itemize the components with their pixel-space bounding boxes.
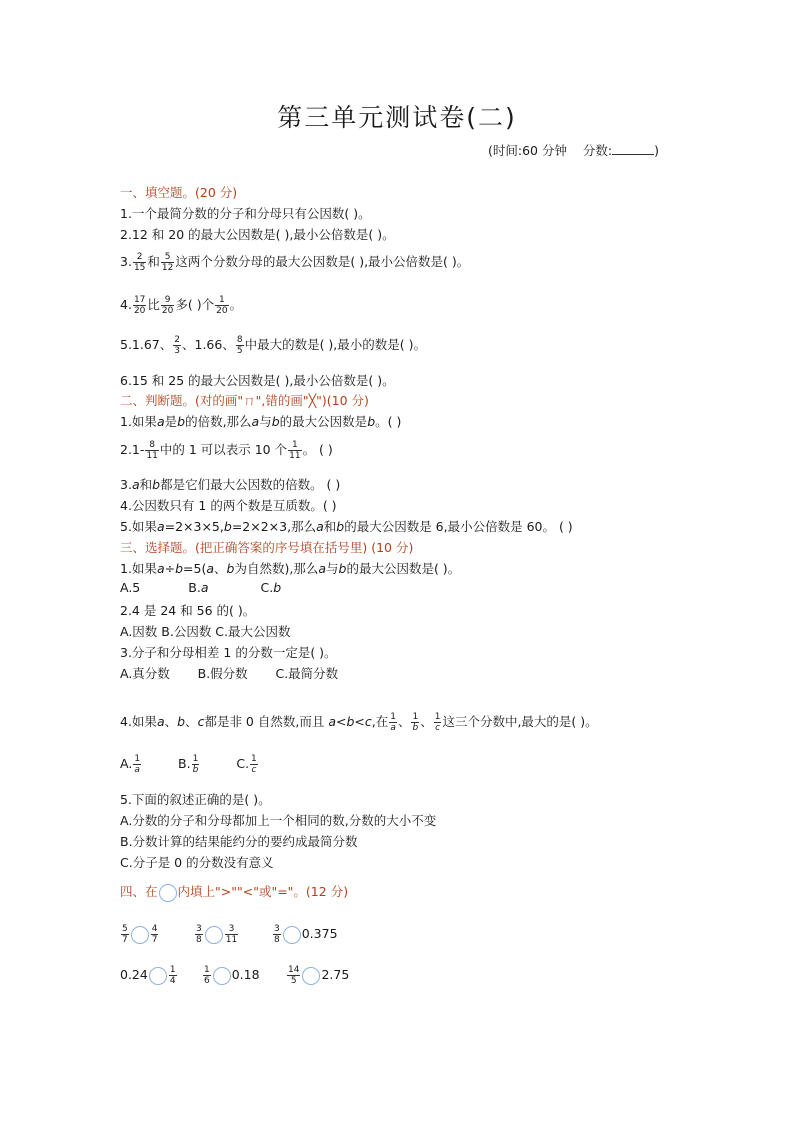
question-1-4: 4. $\frac{17}{20}$ 比 $\frac{9}{20}$ 多( )个 $\frac{1}{20}$ 。 — [120, 295, 243, 316]
section-3-heading: 三、选择题。(把正确答案的序号填在括号里) (10 分) — [120, 540, 414, 555]
question-1-5: 5.1.67、 $\frac{2}{3}$ 、1.66、 $\frac{8}{5}$ 中最大的数是( ),最小的数是( )。 — [120, 335, 427, 356]
question-3-4: 4.如果a、b、c都是非 0 自然数,而且 a<b<c,在 $\frac{1}{a}$ 、 $\frac{1}{b}$ 、 $\frac{1}{c}$ 这三个分数中,最大的是( )。 — [120, 712, 598, 733]
fraction: $\frac{1}{b}$ — [412, 712, 419, 733]
fraction: $\frac{8}{11}$ — [146, 440, 158, 461]
question-3-2-options: A.因数 B.公因数 C.最大公因数 — [120, 624, 291, 639]
page-title: 第三单元测试卷(二) — [277, 103, 517, 132]
question-3-4-options — [120, 754, 259, 775]
section-2-heading: 二、判断题。(对的画"ㄇ",错的画"╳")(10 分) — [120, 393, 369, 408]
answer-circle[interactable] — [302, 967, 320, 985]
answer-circle[interactable] — [205, 926, 223, 944]
compare-item-1: $\frac{5}{7}$ $\frac{4}{7}$ — [122, 924, 158, 945]
compare-item-3: $\frac{3}{8}$ 0.375 — [274, 924, 338, 945]
fraction: $\frac{17}{20}$ — [133, 295, 146, 316]
fraction: $\frac{1}{20}$ — [216, 295, 228, 316]
compare-item-4: 0.24 $\frac{1}{4}$ — [120, 965, 176, 986]
fraction: $\frac{9}{20}$ — [161, 295, 174, 316]
question-3-5-option-a[interactable]: A.分数的分子和分母都加上一个相同的数,分数的大小不变 — [120, 813, 437, 828]
section-4-heading: 四、在 内填上">""<"或"="。(12 分) — [120, 882, 348, 902]
option-b[interactable]: B. $\frac{1}{b}$ — [178, 754, 199, 775]
question-3-5: 5.下面的叙述正确的是( )。 — [120, 792, 271, 807]
question-2-4: 4.公因数只有 1 的两个数是互质数。( ) — [120, 498, 337, 513]
compare-item-2: $\frac{3}{8}$ $\frac{3}{11}$ — [196, 924, 238, 945]
circle-icon — [159, 884, 177, 902]
answer-circle[interactable] — [149, 967, 167, 985]
answer-circle[interactable] — [213, 967, 231, 985]
option-b[interactable]: B.a — [188, 580, 209, 595]
compare-item-6: $\frac{14}{5}$ 2.75 — [288, 965, 350, 986]
option-a[interactable]: A. $\frac{1}{a}$ — [120, 754, 141, 775]
question-2-3: 3.a和b都是它们最大公因数的倍数。 ( ) — [120, 477, 341, 492]
question-3-3-options: A.真分数 B.假分数 C.最简分数 — [120, 666, 339, 681]
question-2-5: 5.如果a=2×3×5,b=2×2×3,那么a和b的最大公因数是 6,最小公倍数是 60。 ( ) — [120, 519, 573, 534]
section-1-heading: 一、填空题。(20 分) — [120, 185, 238, 200]
answer-circle[interactable] — [283, 926, 301, 944]
fraction: $\frac{8}{5}$ — [236, 335, 243, 356]
question-1-6: 6.15 和 25 的最大公因数是( ),最小公倍数是( )。 — [120, 373, 395, 388]
question-1-1: 1.一个最简分数的分子和分母只有公因数( )。 — [120, 206, 371, 221]
fraction: $\frac{1}{c}$ — [434, 712, 441, 733]
fraction: $\frac{2}{15}$ — [133, 252, 146, 273]
question-2-1: 1.如果a是b的倍数,那么a与b的最大公因数是b。( ) — [120, 414, 402, 429]
question-3-5-option-b[interactable]: B.分数计算的结果能约分的要约成最简分数 — [120, 834, 358, 849]
time-score-info: (时间:60 分钟 分数: ) — [488, 143, 660, 158]
question-3-1: 1.如果a÷b=5(a、b为自然数),那么a与b的最大公因数是( )。 — [120, 561, 461, 576]
score-blank[interactable] — [612, 142, 654, 155]
fraction: $\frac{2}{3}$ — [174, 335, 180, 356]
option-c[interactable]: C. $\frac{1}{c}$ — [236, 754, 257, 775]
question-1-3: 3. $\frac{2}{15}$ 和 $\frac{5}{12}$ 这两个分数分母的最大公因数是( ),最小公倍数是( )。 — [120, 252, 470, 273]
option-c[interactable]: C.b — [260, 580, 282, 595]
question-3-2: 2.4 是 24 和 56 的( )。 — [120, 603, 256, 618]
fraction: $\frac{5}{12}$ — [161, 252, 174, 273]
question-2-2: 2.1- $\frac{8}{11}$ 中的 1 可以表示 10 个 $\frac{1}{11}$ 。 ( ) — [120, 440, 333, 461]
answer-circle[interactable] — [131, 926, 149, 944]
question-1-2: 2.12 和 20 的最大公因数是( ),最小公倍数是( )。 — [120, 227, 395, 242]
fraction: $\frac{1}{11}$ — [289, 440, 301, 461]
compare-item-5: $\frac{1}{6}$ 0.18 — [204, 965, 260, 986]
fraction: $\frac{1}{a}$ — [390, 712, 396, 733]
question-3-1-options — [120, 580, 281, 595]
option-a[interactable]: A.5 — [120, 580, 141, 595]
question-3-5-option-c[interactable]: C.分子是 0 的分数没有意义 — [120, 855, 274, 870]
question-3-3: 3.分子和分母相差 1 的分数一定是( )。 — [120, 645, 337, 660]
